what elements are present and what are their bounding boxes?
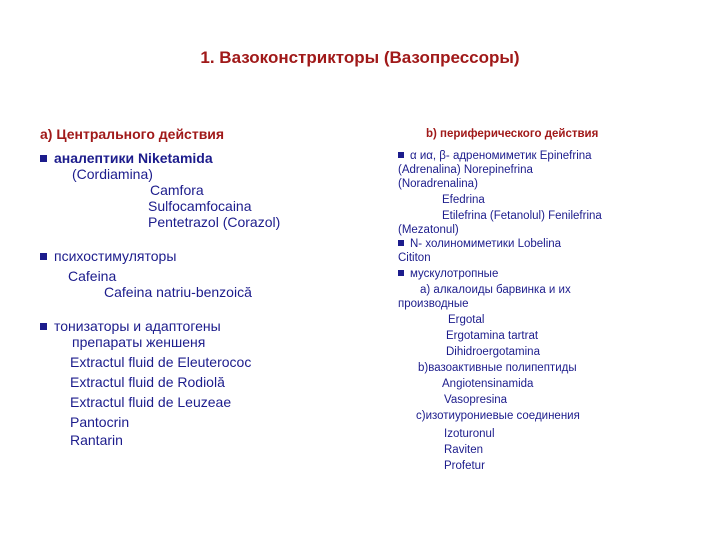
tonics-item [40,318,221,334]
rodiola-text: Extractul fluid de Rodiolă [70,374,225,390]
ergotal-text: Ergotal [448,314,485,326]
izoturonul-text: Izoturonul [444,428,495,440]
cordiamina-text: (Cordiamina) [72,166,153,182]
analeptics-text: аналептики Niketamida [54,150,213,166]
angiotensinamida-text: Angiotensinamida [442,378,534,390]
isothiouronium-text: c)изотиурониевые соединения [416,410,580,422]
noradrenalina-text: (Noradrenalina) [398,178,478,190]
ergotamina-text: Ergotamina tartrat [446,330,539,342]
camfora-text: Camfora [150,182,204,198]
adrenomimetic-item [398,150,592,162]
mezatonul-text: (Mezatonul) [398,224,459,236]
analeptics-item [40,150,213,166]
etilefrina-text: Etilefrina (Fetanolul) Fenilefrina [442,210,602,222]
dihidroergotamina-text: Dihidroergotamina [446,346,540,358]
slide-title: 1. Вазоконстрикторы (Вазопрессоры) [200,48,520,67]
bullet-square-icon [398,270,404,276]
pentetrazol-text: Pentetrazol (Corazol) [148,214,281,230]
eleuterococ-text: Extractul fluid de Eleuterococ [70,354,252,370]
psychostimulants-item [40,248,176,264]
bullet-square-icon [40,253,47,260]
cafeina-natriu-text: Cafeina natriu-benzoică [104,284,252,300]
profetur-text: Profetur [444,460,485,472]
bullet-square-icon [398,240,404,246]
musculotropic-text: мускулотропные [410,268,499,280]
alkaloids-text: а) алкалоиды барвинка и их [420,284,571,296]
psychostimulants-text: психостимуляторы [54,248,177,264]
adrenalina-text: (Adrenalina) Norepinefrina [398,164,533,176]
central-heading: а) Центрального действия [40,126,225,142]
derivatives-text: производные [398,298,469,310]
bullet-square-icon [40,323,47,330]
peripheral-heading: b) периферического действия [426,128,599,140]
cholinomimetic-item [398,238,561,250]
rantarin-text: Rantarin [70,432,123,448]
cafeina-text: Cafeina [68,268,117,284]
ginseng-text: препараты женшеня [72,334,206,350]
vasoactive-peptides-text: b)вазоактивные полипептиды [418,362,577,374]
cholinomimetic-text: N- холиномиметики Lobelina [410,238,562,250]
sulfocamfocaina-text: Sulfocamfocaina [148,198,252,214]
vasopresina-text: Vasopresina [444,394,508,406]
tonics-text: тонизаторы и адаптогены [54,318,221,334]
leuzeae-text: Extractul fluid de Leuzeae [70,394,232,410]
cititon-text: Cititon [398,252,431,264]
efedrina-text: Efedrina [442,194,485,206]
raviten-text: Raviten [444,444,483,456]
bullet-square-icon [40,155,47,162]
pantocrin-text: Pantocrin [70,414,130,430]
adrenomimetic-text: α иα, β- адреномиметик Epinefrina [410,150,592,162]
musculotropic-item [398,268,498,280]
bullet-square-icon [398,152,404,158]
